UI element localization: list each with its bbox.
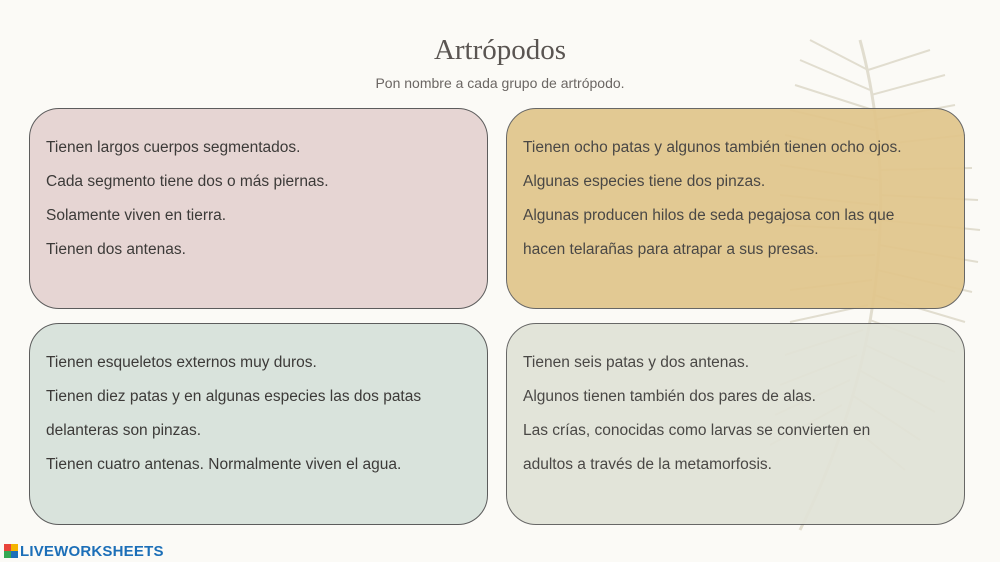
card-line: Las crías, conocidas como larvas se convierten en — [523, 422, 871, 439]
card-line: Cada segmento tiene dos o más piernas. — [46, 173, 329, 190]
card-line: hacen telarañas para atrapar a sus presas. — [523, 241, 819, 258]
arthropod-card-2 — [506, 108, 965, 309]
arthropod-card-1 — [29, 108, 488, 309]
card-line: Algunas producen hilos de seda pegajosa con las que — [523, 207, 895, 224]
card-line: Algunas especies tiene dos pinzas. — [523, 173, 766, 190]
page-title: Artrópodos — [433, 34, 567, 66]
card-line: Tienen dos antenas. — [46, 241, 186, 258]
card-line: Tienen cuatro antenas. Normalmente viven el agua. — [46, 456, 402, 473]
card-line: Tienen largos cuerpos segmentados. — [46, 139, 301, 156]
card-line: Solamente viven en tierra. — [46, 207, 227, 224]
card-line: Tienen esqueletos externos muy duros. — [46, 354, 317, 371]
logo-text: LIVEWORKSHEETS — [20, 542, 164, 560]
card-line: delanteras son pinzas. — [46, 422, 202, 439]
liveworksheets-logo[interactable] — [4, 541, 164, 561]
logo-grid-icon — [4, 544, 18, 558]
card-line: Tienen seis patas y dos antenas. — [523, 354, 750, 371]
card-line: Tienen ocho patas y algunos también tienen ocho ojos. — [523, 139, 902, 156]
card-line: Algunos tienen también dos pares de alas. — [523, 388, 816, 405]
card-line: adultos a través de la metamorfosis. — [523, 456, 772, 473]
card-line: Tienen diez patas y en algunas especies las dos patas — [46, 388, 422, 405]
arthropod-card-4 — [506, 323, 965, 525]
arthropod-card-3 — [29, 323, 488, 525]
page-subtitle: Pon nombre a cada grupo de artrópodo. — [375, 75, 625, 91]
